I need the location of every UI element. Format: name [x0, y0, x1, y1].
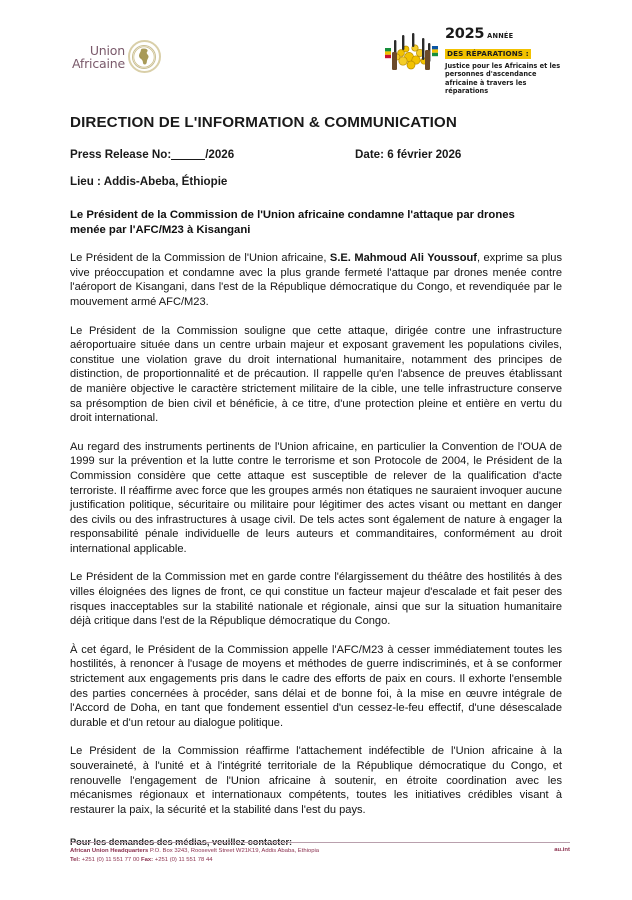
footer-fax-value: +251 (0) 11 551 78 44 [153, 856, 213, 863]
press-release-label: Press Release No: [70, 148, 172, 161]
emphasis-text: S.E. Mahmoud Ali Youssouf [329, 252, 477, 265]
para-1 [70, 251, 562, 309]
footer-divider [70, 842, 570, 843]
african-union-logo [72, 40, 161, 73]
footer-org-name: African Union Headquarters [70, 848, 149, 855]
date-value: 6 février 2026 [387, 148, 462, 161]
press-release-number-blank [171, 148, 205, 160]
african-union-logo-text [72, 44, 125, 70]
footer-address: P.O. Box 3243, Roosevelt Street W21K19, Addis Ababa, Ethiopia [148, 848, 320, 855]
paragraph-text: Le Président de la Commission met en garde contre l'élargissement du théâtre des hostilités à des villes éloignées des lignes de front, ce qui constitue un facteur majeur d'escalade et fait peser des risques inacceptables sur la stabilité nationale et régionale, ainsi que sur la situation humanitaire déjà critique dans l'est de la République démocratique du Congo. [70, 571, 562, 628]
paragraph-text: Au regard des instruments pertinents de l'Union africaine, en particulier la Convention de l'OUA de 1999 sur la prévention et la lutte contre le terrorisme et son Protocole de 2004, le Président de la Commission considère que cette attaque est susceptible de relever de la qualification d'acte terroriste. Il réaffirme avec force que les groupes armés non étatiques ne sauraient invoquer aucune justification politique, sécuritaire ou militaire pour légitimer des actes visant ou mettant en danger des civils ou des infrastructures à usage civil. De tels actes sont également de nature à engager la responsabilité pénale individuelle de leurs auteurs et commanditaires, conformément au droit international applicable. [70, 440, 562, 555]
page-title: DIRECTION DE L'INFORMATION & COMMUNICATION [70, 114, 457, 131]
banner-year-row [445, 27, 570, 41]
press-release-year: /2026 [205, 148, 235, 161]
reparations-banner-text [445, 26, 570, 96]
paragraph-text: , exprime sa plus vive préoccupation et condamne avec la plus grande fermeté l'attaque par drones menée contre l'aéroport de Kisangani, dans l'est de la République démocratique du Congo, et revendiquée par le mouvement armé AFC/M23. [70, 252, 562, 308]
footer-content [70, 847, 570, 864]
press-release-place: Lieu : Addis-Abeba, Éthiopie [70, 175, 228, 188]
para-3 [70, 440, 562, 557]
banner-year-suffix: ANNÉE [487, 32, 514, 40]
paragraph-text: À cet égard, le Président de la Commission appelle l'AFC/M23 à cesser immédiatement toutes les hostilités, à renoncer à l'usage de moyens et méthodes de guerre indiscriminés, et à se conformer strictement aux engagements pris dans le cadre des efforts de paix en cours. Il exhorte l'ensemble des parties concernées à procéder, sans délai et de bonne foi, à la mise en œuvre intégrale de l'Accord de Doha, en tant que fondement essentiel d'un cessez-le-feu effectif, d'une désescalade durable et d'un retour au dialogue politique. [70, 643, 562, 729]
paragraph-text: Le Président de la Commission réaffirme l'attachement indéfectible de l'Union africaine à la souveraineté, à l'unité et à l'intégrité territoriale de la République démocratique du Congo, et renouvelle l'engagement de l'Union africaine à soutenir, en étroite coordination avec les mécanismes régionaux et internationaux compétents, toutes les initiatives crédibles visant à restaurer la paix, la sécurité et la stabilité dans l'est du pays. [70, 745, 562, 816]
paragraph-text: Le Président de la Commission souligne que cette attaque, dirigée contre une infrastructure aéroportuaire située dans un centre urbain majeur et exposant gravement les populations civiles, constitue une violation grave du droit international humanitaire, notamment des principes de distinction, de proportionnalité et de précaution. Il rappelle qu'en l'absence de preuves établissant de manière objective le caractère strictement militaire de la cible, une telle infrastructure conserve sa présomption de bien civil et bénéficie, à ce titre, d'une protection pleine et entière en vertu du droit international. [70, 324, 562, 425]
banner-tagline: Justice pour les Africains et les personnes d'ascendance africaine à travers les réparations [445, 61, 561, 96]
paragraph-text: Le Président de la Commission de l'Union africaine, [70, 252, 330, 265]
para-5 [70, 643, 562, 731]
press-release-number-field [70, 148, 355, 161]
para-4 [70, 570, 562, 628]
footer-website[interactable]: au.int [554, 847, 570, 854]
para-6 [70, 744, 562, 817]
au-logo-line-2: Africaine [72, 55, 125, 71]
footer-tel-value: +251 (0) 11 551 77 00 [80, 856, 142, 863]
document-footer [70, 842, 570, 864]
press-release-date-field [355, 148, 461, 161]
footer-tel-label: Tel: [70, 856, 81, 863]
document-body [0, 114, 632, 847]
footer-address-line [70, 847, 319, 855]
banner-year: 2025 [445, 26, 485, 42]
footer-address-block [70, 847, 319, 864]
press-release-meta-row [70, 148, 562, 161]
reparations-illustration-icon [382, 26, 440, 74]
para-2 [70, 324, 562, 426]
document-header [0, 0, 632, 96]
press-release-paragraphs [70, 251, 562, 817]
media-contact-line: Pour les demandes des médias, veuillez contacter: [70, 837, 293, 848]
african-union-emblem-icon [128, 40, 161, 73]
footer-fax-label: Fax: [141, 856, 154, 863]
banner-subtitle: DES RÉPARATIONS : [447, 49, 529, 58]
date-label: Date: [355, 148, 384, 161]
au-logo-line-1: Union [89, 42, 125, 58]
reparations-banner [382, 26, 570, 96]
press-release-headline: Le Président de la Commission de l'Union africaine condamne l'attaque par drones menée par l'AFC/M23 à Kisangani [70, 209, 515, 236]
footer-phone-line [70, 856, 319, 864]
